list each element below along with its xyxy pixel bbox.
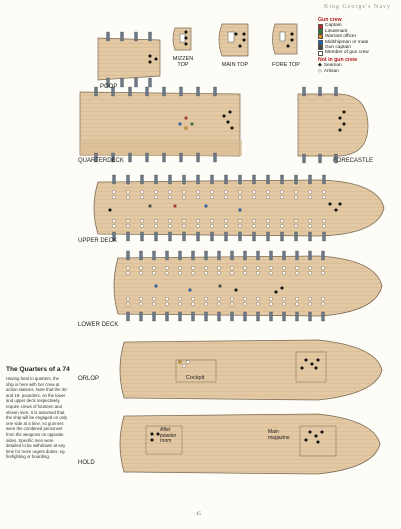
- crew-marker: [218, 272, 221, 275]
- crew-marker: [127, 272, 130, 275]
- crew-marker: [225, 191, 228, 194]
- crew-marker: [225, 225, 228, 228]
- crew-marker: [189, 289, 192, 292]
- crew-marker: [267, 191, 270, 194]
- gun: [155, 175, 158, 184]
- gun: [218, 251, 221, 260]
- crew-marker: [153, 303, 156, 306]
- crew-marker: [267, 225, 270, 228]
- crew-marker: [281, 196, 284, 199]
- crew-marker: [127, 191, 130, 194]
- gun: [281, 232, 284, 241]
- crew-marker: [296, 272, 299, 275]
- legend: [318, 18, 398, 74]
- legend-label: Midshipman or mate: [325, 39, 369, 45]
- crew-marker: [322, 298, 325, 301]
- gun: [214, 87, 217, 96]
- crew-marker: [323, 220, 326, 223]
- crew-marker: [239, 220, 242, 223]
- gun: [309, 232, 312, 241]
- hold-label: HOLD: [78, 460, 95, 466]
- gun: [197, 153, 200, 162]
- crew-marker: [283, 267, 286, 270]
- crew-marker: [166, 303, 169, 306]
- crew-marker: [239, 225, 242, 228]
- crew-marker: [211, 220, 214, 223]
- crew-marker: [155, 225, 158, 228]
- legend-item: [318, 69, 398, 74]
- crew-marker: [169, 191, 172, 194]
- gun: [95, 87, 98, 96]
- gun: [146, 153, 149, 162]
- crew-marker: [309, 196, 312, 199]
- gun: [281, 175, 284, 184]
- gun: [257, 312, 260, 321]
- gun: [270, 312, 273, 321]
- legend-label: Member of gun crew: [325, 50, 369, 56]
- gun: [323, 232, 326, 241]
- gun: [225, 175, 228, 184]
- crew-marker: [179, 298, 182, 301]
- crew-marker: [185, 127, 188, 130]
- gun: [169, 175, 172, 184]
- sidebar-text: Having beat to quarters, the ship is here with her crew at action stations. Note that the 32- and 18- pounders, on the lower and upper deck respectively, require crews of fourteen and eleven men. It is assumed that the ship will be engaged on only one side at a time, so gunners were the combined personnel from the weapons on opposite sides. Specific men were detailed to be withdrawn at any time for more urgent duties, eg. firefighting or boarding.: [6, 376, 68, 460]
- crew-marker: [283, 298, 286, 301]
- crew-marker: [183, 365, 186, 368]
- crew-marker: [169, 196, 172, 199]
- gun: [179, 251, 182, 260]
- lower-deck-label: LOWER DECK: [78, 322, 119, 328]
- crew-marker: [197, 225, 200, 228]
- legend-swatch: [318, 51, 323, 56]
- crew-marker: [270, 298, 273, 301]
- forecastle-label: FORECASTLE: [333, 158, 374, 164]
- diamond-open-icon: ◇: [318, 67, 322, 74]
- gun: [166, 312, 169, 321]
- gun: [309, 251, 312, 260]
- gun: [319, 87, 322, 96]
- crew-marker: [192, 267, 195, 270]
- gun: [129, 87, 132, 96]
- crew-marker: [113, 225, 116, 228]
- crew-marker: [281, 225, 284, 228]
- gun: [140, 312, 143, 321]
- legend-label: Seaman: [323, 63, 342, 69]
- gun: [323, 175, 326, 184]
- crew-marker: [197, 220, 200, 223]
- crew-marker: [309, 272, 312, 275]
- gun: [127, 175, 130, 184]
- crew-marker: [185, 117, 188, 120]
- gun: [192, 251, 195, 260]
- crew-marker: [155, 196, 158, 199]
- gun: [149, 78, 152, 87]
- gun: [239, 232, 242, 241]
- crew-marker: [113, 191, 116, 194]
- crew-marker: [253, 225, 256, 228]
- legend-swatch: [318, 29, 323, 34]
- gun: [283, 251, 286, 260]
- crew-marker: [169, 225, 172, 228]
- crew-marker: [244, 272, 247, 275]
- crew-marker: [141, 196, 144, 199]
- gun: [309, 175, 312, 184]
- legend-label: Gun captain: [325, 45, 351, 51]
- crew-marker: [322, 303, 325, 306]
- crew-marker: [270, 272, 273, 275]
- hold: [120, 414, 380, 474]
- gun: [155, 232, 158, 241]
- crew-marker: [155, 285, 158, 288]
- gun: [303, 87, 306, 96]
- crew-marker: [239, 196, 242, 199]
- crew-marker: [322, 272, 325, 275]
- crew-marker: [155, 220, 158, 223]
- crew-marker: [191, 123, 194, 126]
- crew-marker: [141, 225, 144, 228]
- crew-marker: [155, 191, 158, 194]
- crew-marker: [295, 196, 298, 199]
- crew-marker: [231, 303, 234, 306]
- crew-marker: [244, 303, 247, 306]
- legend-label: Artisan: [323, 68, 339, 74]
- gun: [135, 78, 138, 87]
- gun: [231, 312, 234, 321]
- crew-marker: [140, 272, 143, 275]
- crew-marker: [257, 298, 260, 301]
- gun: [140, 251, 143, 260]
- crew-marker: [153, 267, 156, 270]
- page-number: 45: [196, 512, 201, 517]
- crew-marker: [127, 303, 130, 306]
- crew-marker: [187, 361, 190, 364]
- gun: [146, 87, 149, 96]
- crew-marker: [179, 361, 182, 364]
- crew-marker: [322, 267, 325, 270]
- crew-marker: [113, 196, 116, 199]
- legend-item: [318, 50, 398, 55]
- gun: [218, 312, 221, 321]
- crew-marker: [183, 220, 186, 223]
- crew-marker: [205, 303, 208, 306]
- crew-marker: [127, 298, 130, 301]
- crew-marker: [253, 220, 256, 223]
- gun: [169, 232, 172, 241]
- crew-marker: [205, 298, 208, 301]
- gun: [121, 78, 124, 87]
- gun: [183, 232, 186, 241]
- crew-marker: [211, 196, 214, 199]
- crew-marker: [153, 298, 156, 301]
- gun: [319, 154, 322, 163]
- main-magazine-label: Main magazine: [268, 429, 290, 441]
- gun: [149, 32, 152, 41]
- upper-deck-label: UPPER DECK: [78, 238, 118, 244]
- gun: [295, 175, 298, 184]
- crew-marker: [296, 298, 299, 301]
- crew-marker: [179, 123, 182, 126]
- mizzen-top: [173, 28, 191, 50]
- cockpit-label: Cockpit: [186, 375, 205, 381]
- crew-marker: [127, 267, 130, 270]
- crew-marker: [192, 298, 195, 301]
- crew-marker: [140, 267, 143, 270]
- crew-marker: [283, 272, 286, 275]
- legend-label: Lieutenant: [325, 28, 348, 34]
- quarterdeck: [80, 92, 242, 156]
- poop-label: POOP: [100, 84, 118, 90]
- crew-marker: [197, 196, 200, 199]
- legend-label: Captain: [325, 23, 342, 29]
- gun: [257, 251, 260, 260]
- crew-marker: [179, 303, 182, 306]
- crew-marker: [218, 267, 221, 270]
- sidebar-title: The Quarters of a 74: [6, 366, 70, 373]
- crew-marker: [166, 272, 169, 275]
- crew-marker: [257, 272, 260, 275]
- crew-marker: [309, 220, 312, 223]
- legend-not-gun-crew-title: Not in gun crew: [318, 56, 357, 63]
- crew-marker: [267, 196, 270, 199]
- crew-marker: [244, 267, 247, 270]
- crew-marker: [183, 191, 186, 194]
- gun: [303, 154, 306, 163]
- gun: [166, 251, 169, 260]
- gun: [214, 153, 217, 162]
- crew-marker: [166, 298, 169, 301]
- legend-swatch: [318, 40, 323, 45]
- gun: [309, 312, 312, 321]
- crew-marker: [295, 220, 298, 223]
- gun: [127, 251, 130, 260]
- gun: [267, 232, 270, 241]
- gun: [205, 251, 208, 260]
- legend-swatch: [318, 45, 323, 50]
- gun: [197, 175, 200, 184]
- crew-marker: [244, 298, 247, 301]
- gun: [231, 251, 234, 260]
- crew-marker: [127, 196, 130, 199]
- gun: [153, 251, 156, 260]
- crew-marker: [166, 267, 169, 270]
- crew-marker: [218, 298, 221, 301]
- gun: [205, 312, 208, 321]
- crew-marker: [283, 303, 286, 306]
- crew-marker: [149, 205, 152, 208]
- diamond-filled-icon: ◆: [318, 62, 322, 69]
- crew-marker: [295, 191, 298, 194]
- crew-marker: [179, 267, 182, 270]
- crew-marker: [211, 191, 214, 194]
- legend-swatch: [318, 24, 323, 29]
- crew-marker: [192, 272, 195, 275]
- crew-marker: [257, 267, 260, 270]
- crew-marker: [323, 225, 326, 228]
- gun: [244, 251, 247, 260]
- crew-marker: [174, 205, 177, 208]
- gun: [322, 251, 325, 260]
- crew-marker: [205, 205, 208, 208]
- crew-marker: [205, 272, 208, 275]
- gun: [121, 32, 124, 41]
- gun: [197, 87, 200, 96]
- crew-marker: [169, 220, 172, 223]
- crew-marker: [211, 225, 214, 228]
- crew-marker: [257, 303, 260, 306]
- crew-marker: [127, 220, 130, 223]
- gun: [163, 87, 166, 96]
- crew-marker: [205, 267, 208, 270]
- gun: [244, 312, 247, 321]
- after-powder-room-label: After powder room: [160, 427, 177, 444]
- orlop-deck: [120, 340, 382, 400]
- crew-marker: [309, 267, 312, 270]
- gun: [180, 87, 183, 96]
- crew-marker: [309, 303, 312, 306]
- crew-marker: [183, 225, 186, 228]
- crew-marker: [197, 191, 200, 194]
- legend-label: Warrant officer: [325, 34, 357, 40]
- gun: [253, 175, 256, 184]
- gun: [239, 175, 242, 184]
- crew-marker: [219, 285, 222, 288]
- gun: [211, 232, 214, 241]
- crew-marker: [140, 303, 143, 306]
- lower-deck: [114, 256, 382, 316]
- gun: [127, 312, 130, 321]
- crew-marker: [140, 298, 143, 301]
- crew-marker: [231, 272, 234, 275]
- gun: [267, 175, 270, 184]
- crew-marker: [153, 272, 156, 275]
- fore-top-label: FORE TOP: [272, 62, 300, 68]
- gun: [127, 232, 130, 241]
- crew-marker: [127, 225, 130, 228]
- crew-marker: [192, 303, 195, 306]
- upper-deck: [94, 180, 384, 236]
- crew-marker: [267, 220, 270, 223]
- gun: [295, 232, 298, 241]
- gun: [322, 312, 325, 321]
- crew-marker: [141, 191, 144, 194]
- gun: [163, 153, 166, 162]
- gun: [296, 251, 299, 260]
- crew-marker: [141, 220, 144, 223]
- running-header: King George's Navy: [324, 4, 391, 10]
- crew-marker: [113, 220, 116, 223]
- legend-swatch: [318, 34, 323, 39]
- gun: [335, 87, 338, 96]
- main-top-label: MAIN TOP: [221, 62, 249, 68]
- gun: [296, 312, 299, 321]
- crew-marker: [218, 303, 221, 306]
- crew-marker: [323, 191, 326, 194]
- gun: [253, 232, 256, 241]
- gun: [192, 312, 195, 321]
- crew-marker: [225, 220, 228, 223]
- crew-marker: [309, 298, 312, 301]
- gun: [179, 312, 182, 321]
- gun: [197, 232, 200, 241]
- forecastle: [298, 94, 368, 156]
- crew-marker: [281, 220, 284, 223]
- quarterdeck-label: QUARTERDECK: [78, 158, 124, 164]
- gun: [183, 175, 186, 184]
- gun: [270, 251, 273, 260]
- gun: [129, 153, 132, 162]
- crew-marker: [183, 196, 186, 199]
- gun: [225, 232, 228, 241]
- crew-marker: [296, 267, 299, 270]
- crew-marker: [309, 191, 312, 194]
- gun: [107, 32, 110, 41]
- crew-marker: [231, 267, 234, 270]
- crew-marker: [239, 191, 242, 194]
- poop-deck: [98, 38, 160, 80]
- legend-gun-crew-title: Gun crew: [318, 17, 342, 23]
- crew-marker: [253, 196, 256, 199]
- gun: [283, 312, 286, 321]
- crew-marker: [239, 209, 242, 212]
- crew-marker: [179, 272, 182, 275]
- crew-marker: [296, 303, 299, 306]
- gun: [153, 312, 156, 321]
- crew-marker: [225, 196, 228, 199]
- gun: [135, 32, 138, 41]
- crew-marker: [270, 303, 273, 306]
- crew-marker: [253, 191, 256, 194]
- orlop-label: ORLOP: [78, 376, 100, 382]
- gun: [141, 232, 144, 241]
- crew-marker: [323, 196, 326, 199]
- crew-marker: [309, 225, 312, 228]
- gun: [211, 175, 214, 184]
- crew-marker: [270, 267, 273, 270]
- gun: [113, 175, 116, 184]
- crew-marker: [295, 225, 298, 228]
- crew-marker: [281, 191, 284, 194]
- gun: [141, 175, 144, 184]
- mizzen-top-label: MIZZEN TOP: [172, 56, 194, 68]
- gun: [180, 153, 183, 162]
- fore-top: [273, 24, 298, 54]
- crew-marker: [231, 298, 234, 301]
